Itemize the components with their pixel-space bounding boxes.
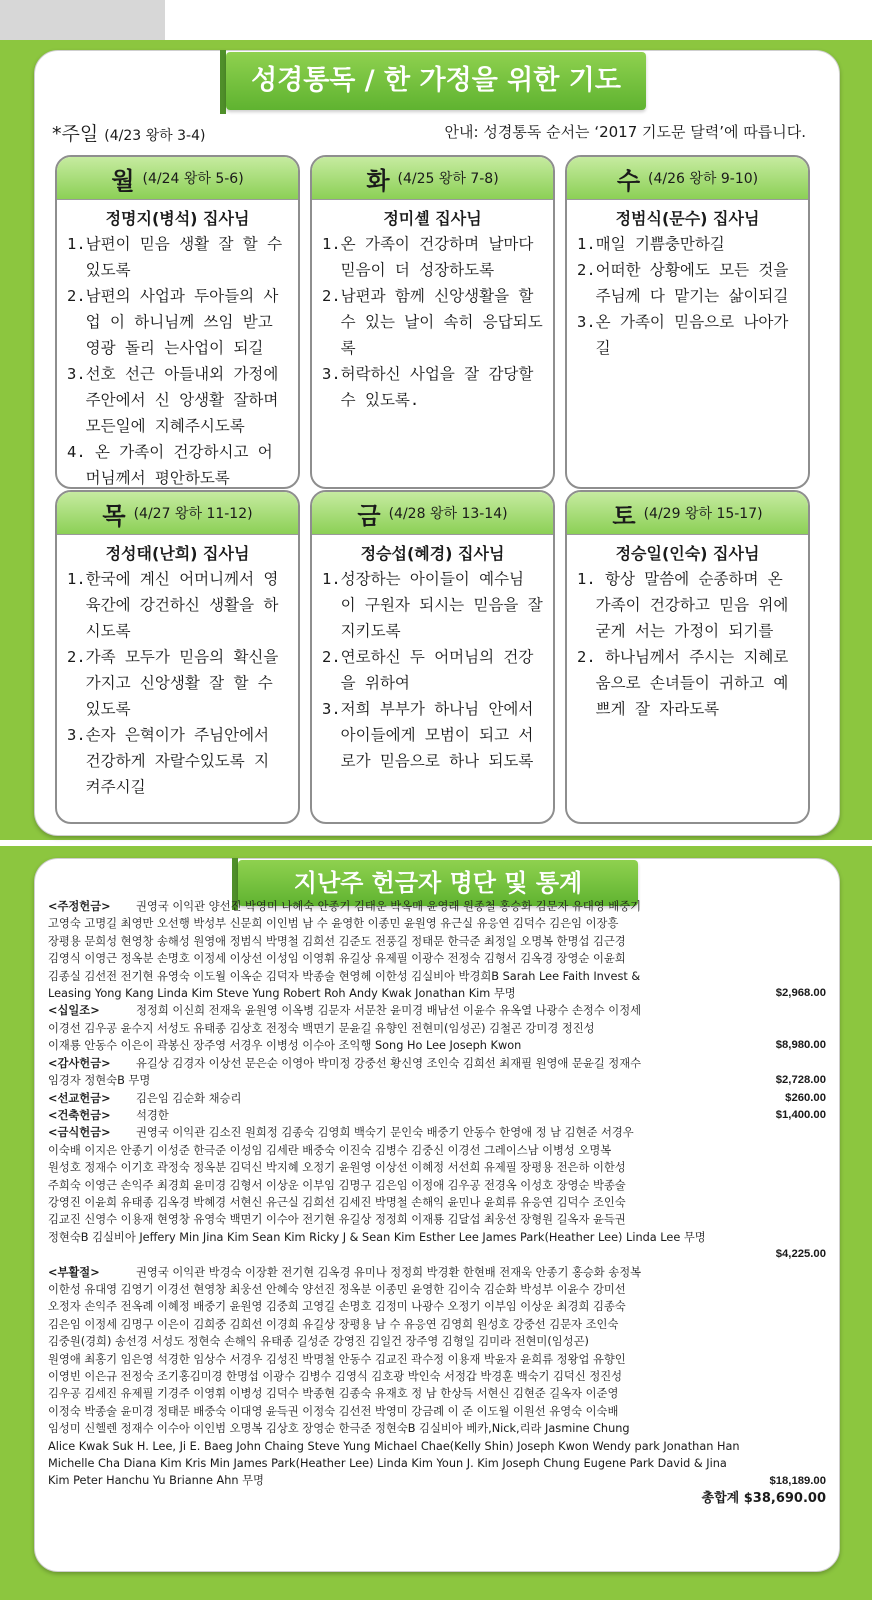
- offering-category: <주정헌금>: [48, 900, 111, 913]
- donor-line: [48, 898, 826, 915]
- prayer-family-name: 정승섭(혜경) 집사님: [360, 544, 505, 563]
- donor-names: 임성미 신헬렌 정재수 이수아 이인범 오명복 김상호 장영순 한극준 정현숙B 김실비아 베카,Nick,리라 Jasmine Chung: [48, 1422, 630, 1436]
- donor-line: [48, 1438, 826, 1455]
- day-box: [55, 490, 300, 824]
- prayer-item-line: 가족이 건강하고 믿음 위에: [577, 596, 789, 614]
- day-reading-range: (4/26 왕하 9-10): [648, 171, 759, 187]
- prayer-item-line: 시도록: [67, 622, 131, 640]
- prayer-item-line: 이 구원자 되시는 믿음을 잘: [322, 596, 543, 614]
- day-header: [312, 492, 553, 535]
- donor-line: [48, 1229, 826, 1246]
- day-name: 금: [357, 501, 381, 530]
- donor-names: 이숙배 이지은 안종기 이성준 한극준 이성임 김세란 배중숙 이진숙 김병수 김중신 이경선 그레이스남 이병성 오명복: [48, 1143, 612, 1157]
- day-box: [55, 155, 300, 489]
- prayer-title-banner: [226, 52, 646, 110]
- offering-title: 지난주 헌금자 명단 및 통계: [293, 868, 583, 897]
- donor-names: 원성호 정재수 이기호 곽정숙 정옥분 김덕신 박지혜 오정기 윤원영 이상선 이혜정 서선희 유제필 장평용 전은하 이한성: [48, 1161, 626, 1175]
- donor-names: 권영국 이익관 양선진 박영미 나혜숙 안종기 김태운 박옥매 윤영래 원종철 홍승화 김문자 유대영 배중기: [136, 900, 642, 913]
- day-box: [310, 490, 555, 824]
- prayer-item-line: 영광 돌리 는사업이 되길: [67, 339, 264, 357]
- offering-category: <감사헌금>: [48, 1056, 111, 1070]
- prayer-family-name: 정명지(병석) 집사님: [105, 209, 250, 228]
- day-reading-range: (4/29 왕하 15-17): [643, 506, 763, 522]
- prayer-item-line: 업 이 하니님께 쓰임 받고: [67, 313, 273, 331]
- donor-names: 김영식 이영근 정옥분 손명호 이정세 이상선 이성임 이영휘 유길상 유제필 이광수 전정숙 김형서 김옥경 장영순 이윤희: [48, 952, 626, 966]
- donor-names: 정현숙B 김실비아 Jeffery Min Jina Kim Sean Kim Ricky J & Sean Kim Esther Lee James Park(Heather Lee) Linda Lee 무명: [48, 1230, 706, 1244]
- day-header: [567, 492, 808, 535]
- prayer-item-line: 수 있도록.: [322, 391, 420, 409]
- prayer-item-line: 2. 하나님께서 주시는 지혜로: [577, 648, 789, 666]
- donor-names: 권영국 이익관 김소진 원희정 김종숙 김영희 백숙기 문인숙 배중기 안동수 한영애 정 남 김현준 서경우: [136, 1126, 634, 1140]
- donor-line: [48, 1142, 826, 1159]
- prayer-items: [312, 231, 553, 413]
- day-header: [57, 157, 298, 200]
- prayer-family-name: 정범식(문수) 집사님: [615, 209, 760, 228]
- prayer-items: [567, 566, 808, 722]
- offering-category: <건축헌금>: [48, 1108, 111, 1122]
- donor-names: Leasing Yong Kang Linda Kim Steve Yung Robert Roh Andy Kwak Jonathan Kim 무명: [48, 987, 516, 1001]
- day-reading-range: (4/25 왕하 7-8): [397, 171, 499, 187]
- donor-names: 원영애 최홍기 임은영 석경한 임상수 서경우 김성진 박명철 안동수 김교진 곽수정 이용재 박윤자 윤희류 정왕업 유향인: [48, 1352, 626, 1366]
- donor-names: 강영진 이윤희 유태종 김옥경 박혜경 서현신 유근실 김희선 김세진 박명철 손해익 윤민나 윤희류 유응연 김덕수 조인숙: [48, 1195, 626, 1209]
- donor-line: [48, 1124, 826, 1141]
- day-header: [312, 157, 553, 200]
- prayer-item-line: 주안에서 신 앙생활 잘하며: [67, 391, 279, 409]
- donor-names: 김종실 김선전 전기현 유영숙 이도월 이옥순 김덕자 박종술 현영헤 이한성 김실비아 박경희B Sarah Lee Faith Invest &: [48, 969, 641, 983]
- prayer-items: [57, 231, 298, 489]
- prayer-items: [57, 566, 298, 800]
- prayer-item-line: 을 위하여: [322, 674, 410, 692]
- donor-line: [48, 1385, 826, 1402]
- prayer-item-line: 건강하게 자랄수있도록 지: [67, 752, 270, 770]
- reading-notice: 안내: 성경통독 순서는 ‘2017 기도문 달력’에 따릅니다.: [444, 123, 806, 141]
- prayer-item-line: 2.가족 모두가 믿음의 확신을: [67, 648, 279, 666]
- prayer-item-line: 아이들에게 모범이 되고 서: [322, 726, 534, 744]
- donor-names: 김은임 이정세 김명구 이은이 김희중 김희선 이경희 유길상 장평용 남 수 유응연 김영희 원성호 강중선 김문자 조인숙: [48, 1317, 619, 1331]
- donor-names: 석경한: [136, 1108, 169, 1122]
- donor-line: [48, 1298, 826, 1315]
- donor-line: [48, 1368, 826, 1385]
- day-reading-range: (4/27 왕하 11-12): [133, 506, 253, 522]
- prayer-item-line: 1.온 가족이 건강하며 날마다: [322, 235, 534, 253]
- prayer-items: [312, 566, 553, 774]
- donor-names: 김교진 신영수 이용재 현영창 유영숙 백면기 이수아 전기현 유길상 정정희 이재룡 김달섭 최웅선 장형원 길옥자 윤득권: [48, 1213, 626, 1227]
- prayer-item-line: 굳게 서는 가정이 되기를: [577, 622, 774, 640]
- donor-line: [48, 1177, 826, 1194]
- prayer-items: [567, 231, 808, 361]
- prayer-item-line: 육간에 강건하신 생활을 하: [67, 596, 279, 614]
- donor-names: 장평용 문희성 현영창 송해성 원영애 정범식 박명철 김희선 김준도 전풍길 정태문 한극준 최정일 오명복 한명섭 김근경: [48, 934, 626, 948]
- offering-category: <십일조>: [48, 1004, 100, 1018]
- prayer-item-line: 있도록: [67, 261, 131, 279]
- prayer-item-line: 수 있는 날이 속히 응답되도: [322, 313, 543, 331]
- prayer-item-line: 지키도록: [322, 622, 401, 640]
- donor-line: [48, 1055, 826, 1072]
- prayer-family-name: 정성태(난희) 집사님: [105, 544, 250, 563]
- offering-amount: $18,189.00: [769, 1474, 826, 1487]
- donor-names: 이경선 김우공 윤수지 서성도 유태종 김상호 전정숙 백면기 문윤길 유향인 전현미(임성곤) 김철곤 강미경 정진성: [48, 1021, 595, 1035]
- donor-line: [48, 1403, 826, 1420]
- donor-line: [48, 1020, 826, 1037]
- prayer-item-line: 움으로 손녀들이 귀하고 예: [577, 674, 789, 692]
- donor-names: 정정희 이신희 전재욱 윤원영 이옥병 김문자 서문찬 윤미경 배남선 이윤수 유옥열 나광수 손정수 이정세: [136, 1004, 642, 1018]
- donor-line: [48, 1316, 826, 1333]
- day-name: 토: [612, 501, 636, 530]
- donor-line: [48, 933, 826, 950]
- prayer-family-name: 정미셸 집사님: [383, 209, 482, 228]
- donor-line: [48, 1420, 826, 1437]
- donor-names: 김우공 김세진 유제필 기경주 이영휘 이병성 김덕수 박종현 김종숙 유재호 정 남 한상득 서현신 김현준 길옥자 이준영: [48, 1387, 619, 1401]
- donor-names: 권영국 이익관 박경숙 이장환 전기현 김옥경 유미나 정정희 박경환 한현배 전재욱 안종기 홍승화 송정복: [136, 1265, 642, 1279]
- prayer-item-line: 길: [577, 339, 611, 357]
- day-header: [57, 492, 298, 535]
- prayer-item-line: 2.남편과 함께 신앙생활을 할: [322, 287, 534, 305]
- donor-line: [48, 1002, 826, 1019]
- donor-line: [48, 968, 826, 985]
- prayer-item-line: 가지고 신앙생활 잘 할 수: [67, 674, 273, 692]
- sunday-reading: [52, 119, 205, 146]
- offering-amount: $8,980.00: [775, 1039, 826, 1052]
- prayer-item-line: 1.성장하는 아이들이 예수님: [322, 570, 525, 588]
- donor-line: [48, 1264, 826, 1281]
- donor-names: 김은임 김순화 채승리: [136, 1091, 242, 1105]
- prayer-item-line: 1.매일 기쁨충만하길: [577, 235, 725, 253]
- donor-names: Michelle Cha Diana Kim Kris Min James Park(Heather Lee) Linda Kim Youn J. Kim Joseph Chung Eugene Park David & Jina: [48, 1457, 727, 1471]
- prayer-item-line: 3.온 가족이 믿음으로 나아가: [577, 313, 789, 331]
- sunday-range: (4/23 왕하 3-4): [104, 128, 206, 144]
- offering-amount: $2,968.00: [775, 987, 826, 1000]
- day-name: 화: [366, 166, 390, 195]
- prayer-family-name: 정승일(인숙) 집사님: [615, 544, 760, 563]
- donor-line: [48, 1194, 826, 1211]
- donor-names: 김중원(경희) 송선경 서성도 정현숙 손해익 유태종 길성준 강영진 김일건 장주영 김형일 김미라 전현미(임성곤): [48, 1335, 589, 1349]
- prayer-item-line: 3.허락하신 사업을 잘 감당할: [322, 365, 534, 383]
- donor-names: 이정숙 박종술 윤미경 정태문 배중숙 이대영 윤득권 이정숙 김선전 박영미 강금례 이 준 이도월 이원선 유영숙 이숙배: [48, 1404, 619, 1418]
- offering-amount: $4,225.00: [775, 1248, 826, 1261]
- offering-category: <선교헌금>: [48, 1091, 111, 1105]
- donor-line: [48, 1281, 826, 1298]
- offering-amount: $2,728.00: [775, 1074, 826, 1087]
- donor-line: [48, 1455, 826, 1472]
- prayer-item-line: 믿음이 더 성장하도록: [322, 261, 495, 279]
- donor-line: [48, 950, 826, 967]
- offering-amount: $260.00: [785, 1091, 826, 1104]
- donor-names: 이한성 유대영 김영기 이경선 현영창 최웅선 안혜숙 양선진 정옥분 이종민 윤영한 김이숙 김순화 박성부 이윤수 강미선: [48, 1283, 626, 1297]
- prayer-item-line: 1. 항상 말씀에 순종하며 온: [577, 570, 783, 588]
- prayer-item-line: 1.한국에 계신 어머니께서 영: [67, 570, 279, 588]
- prayer-item-line: 머님께서 평안하도록: [67, 469, 230, 487]
- donor-line: [48, 915, 826, 932]
- prayer-item-line: 2.어떠한 상황에도 모든 것을: [577, 261, 789, 279]
- donor-names: Alice Kwak Suk H. Lee, Ji E. Baeg John Chaing Steve Yung Michael Chae(Kelly Shin) Joseph Kwon Wendy park Jonathan Han: [48, 1439, 740, 1453]
- donor-names: 고영숙 고명길 최영만 오선행 박성부 신문희 이인범 남 수 윤영한 이종민 윤원영 유근실 유응연 김덕수 김은임 이장흥: [48, 917, 619, 931]
- offering-category: <금식헌금>: [48, 1126, 111, 1140]
- day-name: 수: [616, 166, 641, 195]
- donor-line: [48, 1159, 826, 1176]
- offering-amount: $1,400.00: [775, 1108, 826, 1121]
- day-reading-range: (4/24 왕하 5-6): [142, 171, 244, 187]
- donor-names: 오정자 손익주 전옥례 이혜정 배중기 윤원영 김중희 고영길 손명호 김정미 나광수 오정기 이부임 이상운 최경희 김종숙: [48, 1300, 626, 1314]
- day-box: [310, 155, 555, 489]
- prayer-item-line: 있도록: [67, 700, 131, 718]
- donor-line: [48, 1351, 826, 1368]
- donor-line: [48, 1211, 826, 1228]
- prayer-item-line: 모든일에 지혜주시도록: [67, 417, 245, 435]
- prayer-item-line: 4. 온 가족이 건강하시고 어: [67, 443, 273, 461]
- prayer-title: 성경통독 / 한 가정을 위한 기도: [251, 65, 621, 96]
- day-name: 월: [111, 166, 135, 195]
- day-header: [567, 157, 808, 200]
- prayer-item-line: 켜주시길: [67, 778, 146, 796]
- donor-names: 임경자 정현숙B 무명: [48, 1074, 151, 1088]
- donor-line: [48, 1333, 826, 1350]
- donor-names: 주희숙 이영근 손익주 최경희 윤미경 김형서 이상운 이부임 김명구 김은임 이정애 김우공 전경옥 이성호 장영순 박종술: [48, 1178, 626, 1192]
- donor-names: Kim Peter Hanchu Yu Brianne Ahn 무명: [48, 1474, 264, 1488]
- prayer-item-line: 2.남편의 사업과 두아들의 사: [67, 287, 279, 305]
- prayer-item-line: 주님께 다 맡기는 삶이되길: [577, 287, 789, 305]
- day-box: [565, 490, 810, 824]
- offering-category: <부활절>: [48, 1265, 100, 1279]
- day-name: 목: [102, 501, 126, 530]
- sunday-label: *주일: [52, 123, 99, 145]
- donor-names: 이재룡 안동수 이은이 곽봉신 장주영 서경우 이병성 이수아 조익행 Song Ho Lee Joseph Kwon: [48, 1039, 522, 1053]
- prayer-item-line: 3.선호 선근 아들내외 가정에: [67, 365, 279, 383]
- day-box: [565, 155, 810, 489]
- prayer-item-line: 로가 믿음으로 하나 되도록: [322, 752, 534, 770]
- donor-list: [48, 898, 826, 1507]
- day-reading-range: (4/28 왕하 13-14): [388, 506, 508, 522]
- donor-names: 이영빈 이은규 전정숙 조기홍김미경 한명섭 이광수 김병수 김영식 김호광 박인숙 서정갑 박경훈 백숙기 김덕신 정진성: [48, 1370, 623, 1384]
- donor-names: 유길상 김경자 이상선 문은순 이영아 박미정 강중선 황신영 조인숙 김희선 최재필 원영애 문윤길 정재수: [136, 1056, 642, 1070]
- prayer-item-line: 3.손자 은혁이가 주님안에서: [67, 726, 270, 744]
- prayer-item-line: 1.남편이 믿음 생활 잘 할 수: [67, 235, 283, 253]
- prayer-item-line: 쁘게 잘 자라도록: [577, 700, 720, 718]
- grand-total: 총합계 $38,690.00: [701, 1490, 826, 1506]
- prayer-item-line: 3.저희 부부가 하나님 안에서: [322, 700, 534, 718]
- prayer-item-line: 2.연로하신 두 어머님의 건강: [322, 648, 534, 666]
- prayer-item-line: 록: [322, 339, 356, 357]
